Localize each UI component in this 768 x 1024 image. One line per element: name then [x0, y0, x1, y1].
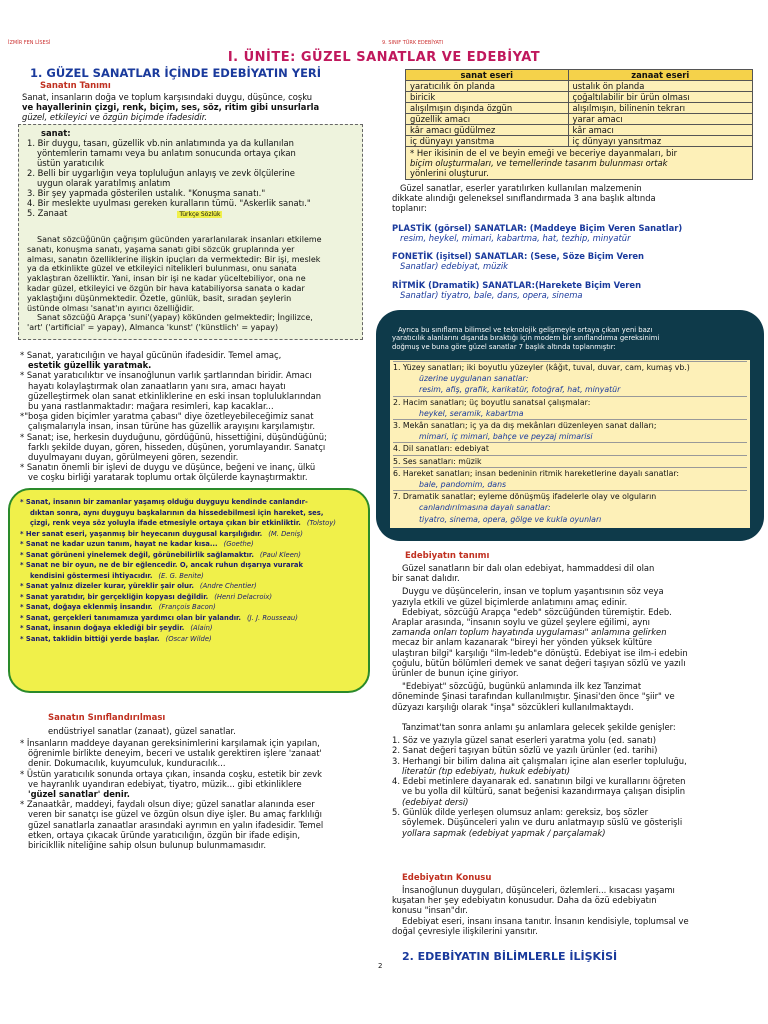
- quote-author: (François Bacon): [158, 603, 216, 611]
- table-cell: kâr amacı: [568, 125, 753, 136]
- art-category-line: 1. Yüzey sanatları; iki boyutlu yüzeyler (kâğıt, tuval, duvar, cam, kumaş vb.): [393, 361, 747, 373]
- section-2-heading: 2. EDEBİYATIN BİLİMLERLE İLİŞKİSİ: [402, 950, 618, 963]
- quote-author: (Alain): [190, 624, 213, 632]
- table-cell: çoğaltılabilir bir ürün olması: [568, 92, 753, 103]
- quote-author: (Andre Chentier): [199, 582, 257, 590]
- quote-author: (Paul Kleen): [259, 550, 301, 559]
- art-category-line: 3. Mekân sanatları; iç ya da dış mekânları düzenleyen sanat dalları;: [393, 419, 747, 431]
- definition-paragraph: Sanat sözcüğünün çağrışım gücünden yararlanılarak insanları etkileme sanatı, konuşma sanatı, yaşama sanatı gibi sözcük gruplarında yer alması, sanatın özelliklerine ilişkin ipuçları da vermektedir: Bir işi, meslek ya da etkinlikte güzel ve etkileyici nitelikleri bulunması, onu sanata yaklaştıran özelliktir. Yani, insan bir işi ne kadar yüceltebiliyor, ona ne kadar güzel, etkileyici ve özgün bir hava katabiliyorsa sanata o kadar yaklaştığını düşünmektedir. Özetle, günlük, basit, sıradan şeylerin üstünde olması 'sanat'ın ayırıcı özelliğidir. Sanat sözcüğü Arapça 'suni'(yapay) kökünden gelmektedir; İngilizce, 'art' ('artificial' = yapay), Almanca 'kunst' ('künstlich' = yapay): [27, 235, 322, 333]
- edebiyat-konusu-title: Edebiyatın Konusu: [402, 873, 492, 883]
- box-label: sanat:: [41, 128, 71, 138]
- source-tag: Türkçe Sözlük: [179, 211, 221, 218]
- art-category-line: resim, afiş, grafik, karikatür, fotoğraf, hat, minyatür: [419, 385, 621, 395]
- art-category-line: tiyatro, sinema, opera, gölge ve kukla oyunları: [419, 514, 602, 524]
- edebiyat-konusu: İnsanoğlunun duyguları, düşünceleri, özlemleri... kısacası yaşamı kuşatan her şey edebiyatın konusudur. Daha da özü edebiyatın konusu "insan"dır. Edebiyat eseri, insanı insana tanıtır. İnsanın kendisiyle, toplumsal ve doğal çevresiyle ilişkilerini yansıtır.: [392, 885, 689, 936]
- art-category-line: 2. Hacim sanatları; üç boyutlu sanatsal çalışmalar:: [393, 396, 747, 408]
- table-cell: iç dünyayı yansıtma: [406, 136, 569, 147]
- table-cell: yaratıcılık ön planda: [406, 81, 569, 92]
- table-cell: ustalık ön planda: [568, 81, 753, 92]
- quote-line: * Her sanat eseri, yaşanmış bir heyecanın duygusal karşılığıdır. (M. Deniş): [20, 529, 303, 538]
- table-cell: güzellik amacı: [406, 114, 569, 125]
- art-category-line: 4. Dil sanatları: edebiyat: [393, 442, 747, 454]
- tanzimat-intro: Tanzimat'tan sonra anlamı şu anlamlara gelecek şekilde genişler:: [402, 722, 676, 732]
- art-category-line: mimari, iç mimari, bahçe ve peyzaj mimarisi: [419, 432, 593, 442]
- art-category-line: bale, pandomim, dans: [419, 480, 507, 490]
- table-row: [406, 136, 753, 147]
- classification-items: * İnsanların maddeye dayanan gereksinimlerini karşılamak için yapılan, öğrenimle birlikte deneyim, beceri ve ustalık gerektiren işlere 'zanaat' denir. Dokumacılık, kuyumculuk, kunduracılık... * Üstün yaratıcılık sonunda ortaya çıkan, insanda coşku, estetik bir zevk ve hayranlık uyandıran edebiyat, tiyatro, müzik... gibi etkinliklere 'güzel sanatlar' denir. * Zanaatkâr, maddeyi, faydalı olsun diye; güzel sanatlar alanında eser veren bir sanatçı ise güzel ve özgün olsun diye işler. Bu amaç farklılığı güzel sanatlarla zanaatlar arasındaki ayrımın en yalın ifadesidir. Temel etken, ortaya çıkacak üründe yaratıcılığın, özgün bir ifade edişin, biricikllik niteliğine sahip olsun bulunup bulunmamasıdır.: [20, 738, 324, 851]
- table-row: [406, 92, 753, 103]
- quote-line: * Sanat yaratıdır, bir gerçekliğin kopyası değildir. (Henri Delacroix): [20, 592, 273, 601]
- definition-list: 1. Bir duygu, tasarı, güzellik vb.nin anlatımında ya da kullanılan yöntemlerin tamamı veya bu anlatım sonucunda ortaya çıkan üstün yaratıcılık 2. Belli bir uygarlığın veya topluluğun anlayış ve zevk ölçülerine uygun olarak yaratılmış anlatım 3. Bir şey yapmada gösterilen ustalık. "Konuşma sanatı." 4. Bir meslekte uyulması gereken kuralların tümü. "Askerlik sanatı." 5. Zanaat Türkçe Sözlük: [27, 138, 311, 218]
- quote-line: kendisini göstermesi ihtiyacıdır. (E. G. Benite): [30, 571, 204, 580]
- quote-line: * Sanat, gerçekleri tanımamıza yardımcı olan bir yalandır. (J. J. Rousseau): [20, 613, 298, 622]
- classification-title: Sanatın Sınıflandırılması: [48, 713, 166, 723]
- quote-author: (Tolstoy): [306, 519, 336, 527]
- quote-line: * Sanat, insanın bir zamanlar yaşamış olduğu duyguyu kendinde canlandır-: [20, 498, 308, 506]
- page-number: 2: [378, 962, 383, 970]
- quote-author: (Goethe): [223, 540, 254, 548]
- quote-line: * Sanat, doğaya eklenmiş insandır. (François Bacon): [20, 603, 216, 611]
- edebiyat-meanings: 1. Söz ve yazıyla güzel sanat eserleri yaratma yolu (ed. sanatı) 2. Sanat değeri taşıyan bütün sözlü ve yazılı ürünler (ed. tarihi) 3. Herhangi bir bilim dalına ait çalışmaları içine alan eserler topluluğu, literatür (tıp edebiyatı, hukuk edebiyatı) 4. Edebi metinlere dayanarak ed. sanatının bilgi ve kurallarını öğreten ve bu yolla dil kültürü, sanat beğenisi kazandırmaya çalışan disiplin (edebiyat dersi) 5. Günlük dilde yerleşen olumsuz anlam: gereksiz, boş sözler söylemek. Düşünceleri yalın ve duru anlatmayıp süslü ve gösterişli yollara sapmak (edebiyat yapmak / parçalamak): [392, 735, 687, 838]
- classification-lead: endüstriyel sanatlar (zanaat), güzel sanatlar.: [48, 726, 236, 736]
- quote-line: * Sanat, taklidin bittiği yerde başlar. (Oscar Wilde): [20, 634, 212, 643]
- quote-author: (Henri Delacroix): [214, 592, 273, 601]
- quote-line: * Sanat ne bir oyun, ne de bir eğlencedir. O, ancak ruhun dışarıya vurarak: [20, 561, 304, 569]
- table-cell: yarar amacı: [568, 114, 753, 125]
- quote-line: * Sanat yalnız dizeler kurar, yüreklir şair olur. (Andre Chentier): [20, 582, 257, 590]
- header-school: İZMİR FEN LİSESİ: [8, 40, 51, 46]
- quote-line: * Sanat, insanın doğaya eklediği bir şeydir. (Alain): [20, 624, 213, 632]
- table-note: * Her ikisinin de el ve beyin emeği ve beceriye dayanmaları, bir biçim oluşturmaları, ve temellerinde tasarım bulunması ortak yönlerini oluşturur.: [405, 147, 753, 180]
- table-header: zanaat eseri: [568, 70, 753, 81]
- page-title: I. ÜNİTE: GÜZEL SANATLAR VE EDEBİYAT: [227, 50, 541, 65]
- section-1-heading: 1. GÜZEL SANATLAR İÇİNDE EDEBİYATIN YERİ: [30, 66, 322, 80]
- quote-line: * Sanat ne kadar uzun tanım, hayat ne kadar kısa... (Goethe): [20, 540, 254, 548]
- quotes-list: [20, 497, 365, 644]
- table-cell: iç dünyayı yansıtmaz: [568, 136, 753, 147]
- sanat-definition-box: [18, 124, 363, 340]
- art-category-line: 5. Ses sanatları: müzik: [393, 455, 747, 467]
- edebiyat-tanimi-title: Edebiyatın tanımı: [405, 551, 490, 561]
- seven-arts-intro: Ayrıca bu sınıflama bilimsel ve teknolojik gelişmeyle ortaya çıkan yeni bazı yaratıcılık alanlarını dışarıda bıraktığı için modern bir sınıflandırma gereksinimi doğmuş ve buna göre güzel sanatlar 7 başlık altında toplanmıştır:: [392, 326, 660, 351]
- table-cell: alışılmışın dışında özgün: [406, 103, 569, 114]
- quote-author: (Oscar Wilde): [165, 634, 212, 643]
- quote-author: (J. J. Rousseau): [247, 613, 298, 622]
- table-cell: biricik: [406, 92, 569, 103]
- sanat-intro: Sanat, insanların doğa ve toplum karşısındaki duygu, düşünce, coşku ve hayallerinin çizgi, renk, biçim, ses, söz, ritim gibi unsurlarla güzel, etkileyici ve özgün biçimde ifadesidir.: [22, 92, 320, 122]
- art-category-line: üzerine uygulanan sanatlar:: [419, 374, 529, 384]
- quote-line: dıktan sonra, aynı duyguyu başkalarının da hissedebilmesi için hareket, ses,: [30, 508, 324, 517]
- table-row: [406, 81, 753, 92]
- quote-line: * Sanat görüneni yinelemek değil, görünebilirlik sağlamaktır. (Paul Kleen): [20, 550, 301, 559]
- sanat-tanimi-title: Sanatın Tanımı: [40, 81, 111, 91]
- art-category-line: 7. Dramatik sanatlar; eyleme dönüşmüş ifadelerle olay ve olguların: [393, 490, 747, 502]
- art-category-line: 6. Hareket sanatları; insan bedeninin ritmik hareketlerine dayalı sanatlar:: [393, 467, 747, 479]
- ritmik-sanatlar: RİTMİK (Dramatik) SANATLAR:(Harekete Biçim Veren Sanatlar) tiyatro, bale, dans, opera, sinema: [392, 280, 642, 300]
- art-category-line: heykel, seramik, kabartma: [419, 408, 524, 418]
- table-cell: alışılmışın, bilinenin tekrarı: [568, 103, 753, 114]
- quote-line: çizgi, renk veya söz yoluyla ifade etmesiyle ortaya çıkan bir etkinliktir. (Tolstoy): [30, 519, 336, 527]
- comparison-table: [405, 69, 753, 180]
- quote-author: (E. G. Benite): [158, 571, 204, 580]
- quotes-box: [8, 488, 370, 693]
- types-intro: Güzel sanatlar, eserler yaratılırken kullanılan malzemenin dikkate alındığı geleneksel sınıflandırmada 3 ana başlık altında toplanır:: [392, 183, 656, 213]
- fonetik-sanatlar: FONETİK (işitsel) SANATLAR: (Sese, Söze Biçim Veren Sanatlar) edebiyat, müzik: [392, 251, 645, 271]
- seven-arts-list: [390, 360, 750, 528]
- table-row: [406, 103, 753, 114]
- quote-author: (M. Deniş): [268, 529, 303, 538]
- table-cell: kâr amacı güdülmez: [406, 125, 569, 136]
- edebiyat-paragraphs: Güzel sanatların bir dalı olan edebiyat, hammaddesi dil olan bir sanat dalıdır. Duygu ve düşüncelerin, insan ve toplum yaşantısının söz veya yazıyla etkili ve güzel biçimlerde anlatımını amaç edinir. Edebiyat, sözcüğü Arapça "edeb" sözcüğünden türemiştir. Edeb. Araplar arasında, "insanın soylu ve güzel şeylere eğilimi, aynı zamanda onları toplum hayatında uygulaması" anlamına gelirken mecaz bir anlam kazanarak "bireyi her yönden yüksek kültüre ulaştıran bilgi" karşılığı "ilm-ledeb"e dönüştü. Edebiyat ise ilm-i edebin çoğulu, bütün bölümleri demek ve sanat değeri taşıyan sözlü ve yazılı ürünler de bunun içine giriyor. "Edebiyat" sözcüğü, bugünkü anlamında ilk kez Tanzimat döneminde Şinasi tarafından kullanılmıştır. Şinasi'den önce "şiir" ve düzyazı karşılığı olarak "inşa" sözcükleri kullanılmaktaydı.: [392, 563, 688, 712]
- plastik-sanatlar: PLASTİK (görsel) SANATLAR: (Maddeye Biçim Veren Sanatlar) resim, heykel, mimari, kabartma, hat, tezhip, minyatür: [392, 223, 683, 243]
- seven-arts-box: [376, 310, 764, 541]
- table-row: [406, 114, 753, 125]
- table-header: sanat eseri: [406, 70, 569, 81]
- art-category-line: canlandırılmasına dayalı sanatlar:: [419, 503, 551, 513]
- header-course: 9. SINIF TÜRK EDEBİYATI: [382, 40, 444, 46]
- table-row: [406, 125, 753, 136]
- sanat-bullets: * Sanat, yaratıcılığın ve hayal gücünün ifadesidir. Temel amaç, estetik güzellik yaratmak. * Sanat yaratıcılıktır ve insanoğlunun varlık şartlarından biridir. Amacı hayatı kolaylaştırmak olan zanaatların yanı sıra, amacı hayatı güzelleştirmek olan sanat etkinliklerine en eski insan topluluklarından bu yana rastlanmaktadır: mağara resimleri, kap kacaklar... *"boşa giden biçimler yaratma çabası" diye özetleyebileceğimiz sanat çalışmalarıyla insan, insan türüne has güzellik arayışını karşılamıştır. * Sanat; ise, herkesin duyduğunu, gördüğünü, hissettiğini, düşündüğünü; farklı şekilde duyan, gören, hisseden, düşünen, yorumlayandır. Sanatçı duyulmayanı duyan, görülmeyeni gören, sezendir. * Sanatın önemli bir işlevi de duygu ve düşünce, beğeni ve inanç, ülkü ve coşku birliği yaratarak toplumu ortak ölçülerde kaynaştırmaktır.: [20, 350, 327, 483]
